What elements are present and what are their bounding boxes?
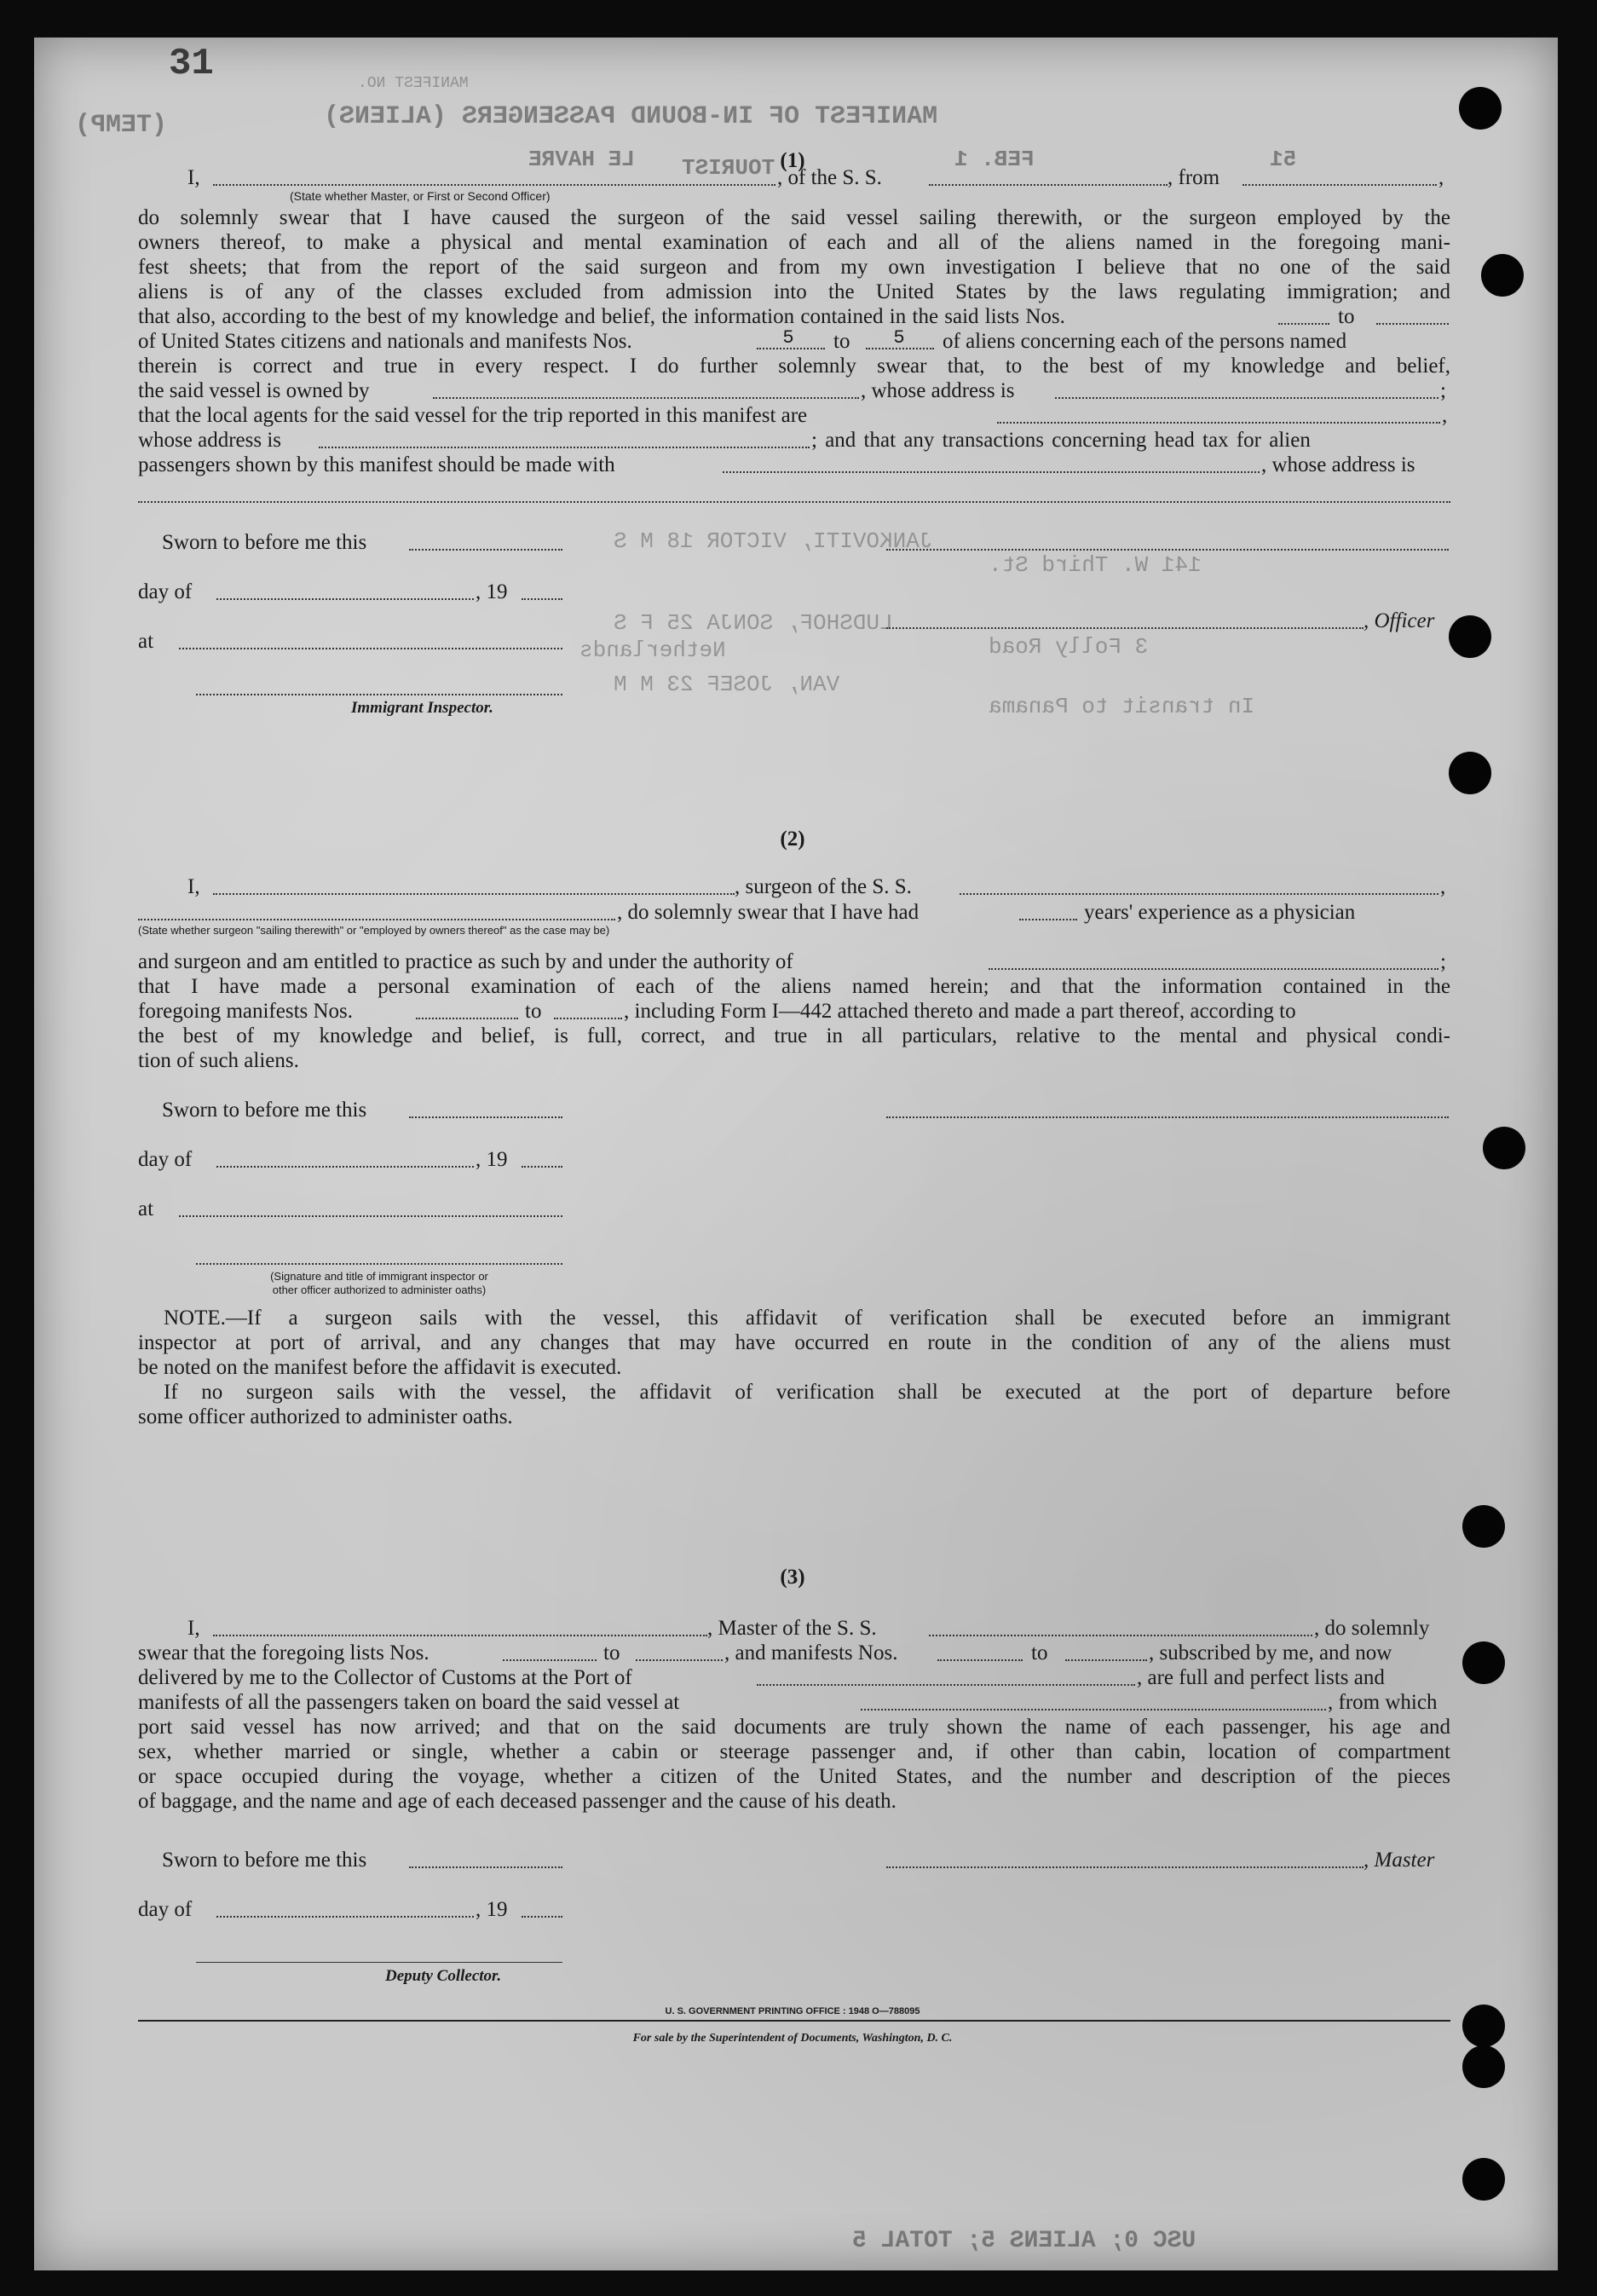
ghost-line1: JANKOVITI, VICTOR 18 M S: [614, 528, 933, 554]
punch-hole: [1462, 2005, 1505, 2047]
s2-note-2: inspector at port of arrival, and any changes that may have occurred en route in the condition of any of the aliens must: [138, 1331, 1450, 1354]
s1-manifests-from-value[interactable]: 5: [782, 327, 794, 349]
s3-manifests-all-label: manifests of all the passengers taken on board the said vessel at: [138, 1691, 680, 1714]
s1-owned-label: the said vessel is owned by: [138, 379, 370, 402]
s1-from-label: , from: [1167, 166, 1220, 189]
printing-office: U. S. GOVERNMENT PRINTING OFFICE : 1948 O—788095: [665, 2006, 920, 2016]
ghost-line7: In transit to Panama: [989, 694, 1255, 719]
for-sale-note: For sale by the Superintendent of Documents, Washington, D. C.: [632, 2032, 953, 2045]
s3-master-of-label: , Master of the S. S.: [707, 1617, 877, 1640]
manifest-page: [34, 37, 1558, 2270]
punch-hole: [1481, 254, 1524, 297]
s3-master-sig-field[interactable]: [886, 1866, 1364, 1868]
s2-manifests-to-field[interactable]: [554, 1018, 622, 1019]
ghost-line2: 141 W. Third St.: [989, 552, 1202, 578]
s2-year-label: , 19: [476, 1148, 508, 1171]
s3-lists-label: swear that the foregoing lists Nos.: [138, 1641, 430, 1664]
s1-inspector-sig-field[interactable]: [196, 694, 562, 695]
s3-manifests-from-field[interactable]: [937, 1659, 1023, 1661]
s3-port-field[interactable]: [757, 1684, 1135, 1686]
s3-master-field[interactable]: [213, 1635, 707, 1636]
ghost-class: TOURIST: [682, 155, 775, 181]
s1-at-label: at: [138, 630, 154, 653]
s3-year-label: , 19: [476, 1898, 508, 1921]
s2-including-label: , including Form I—442 attached thereto and made a part thereof, according to: [624, 1000, 1296, 1023]
s1-i-label: I,: [187, 166, 200, 189]
s2-note-1: NOTE.—If a surgeon sails with the vessel, this affidavit of verification shall be executed before an immigrant: [164, 1307, 1450, 1330]
s3-lists-from-field[interactable]: [503, 1659, 597, 1661]
s2-years-label: years' experience as a physician: [1084, 901, 1356, 924]
ghost-line3: LUDSHOF, SONJA 25 F S: [614, 610, 893, 636]
s1-manifests-to: to: [833, 330, 850, 353]
s3-from-which-label: , from which: [1328, 1691, 1438, 1714]
ghost-line4: 3 Folly Road: [989, 634, 1149, 660]
s2-authority-semicolon: ;: [1440, 950, 1446, 973]
s3-subscribed-label: , subscribed by me, and now: [1149, 1641, 1392, 1664]
s2-surgeon-type-field[interactable]: [138, 919, 615, 920]
s2-i-label: I,: [187, 875, 200, 898]
s1-officer-field[interactable]: [213, 184, 775, 186]
section-1-number: (1): [780, 149, 805, 172]
ghost-port: LE HAVRE: [528, 147, 635, 172]
ghost-temp: (TEMP): [75, 111, 168, 140]
s2-manifests-to: to: [525, 1000, 542, 1023]
s1-at-field[interactable]: [179, 648, 562, 649]
s2-sig-caption-2: other officer authorized to administer oaths): [272, 1284, 487, 1296]
s2-surgeon-of-label: , surgeon of the S. S.: [735, 875, 912, 898]
s2-authority-field[interactable]: [989, 968, 1438, 970]
ghost-line6: VAN, JOSEF 23 M M: [614, 672, 840, 697]
s2-swear-label: , do solemnly swear that I have had: [617, 901, 920, 924]
s1-officer-caption: (State whether Master, or First or Second Officer): [290, 189, 551, 203]
s1-correct-line: therein is correct and true in every respect. I do further solemnly swear that, to the best of my knowledge and belief,: [138, 355, 1450, 378]
page-number: 31: [169, 43, 214, 85]
s2-sworn-label: Sworn to before me this: [162, 1099, 367, 1122]
s1-lists-label: that also, according to the best of my knowledge and belief, the information contained in the said lists Nos.: [138, 305, 1065, 328]
s1-day-field[interactable]: [216, 598, 474, 600]
s1-head-tax-field[interactable]: [723, 471, 1260, 473]
punch-hole: [1462, 2158, 1505, 2201]
s3-para-2: sex, whether married or single, whether a cabin or steerage passenger and, if other than cabin, location of compartment: [138, 1740, 1450, 1763]
s1-lists-to: to: [1338, 305, 1355, 328]
s1-year-field[interactable]: [522, 598, 562, 600]
s1-officer-label: , Officer: [1364, 609, 1435, 632]
s1-para-line-1: do solemnly swear that I have caused the surgeon of the said vessel sailing therewith, or the surgeon employed by the: [138, 206, 1450, 229]
s1-of-ss-label: , of the S. S.: [777, 166, 882, 189]
s2-comma: ,: [1440, 875, 1446, 898]
s2-surgeon-field[interactable]: [213, 893, 735, 895]
ghost-title: MANIFEST OF IN-BOUND PASSENGERS (ALIENS): [324, 102, 938, 131]
s2-year-field[interactable]: [522, 1166, 562, 1168]
s2-at-label: at: [138, 1197, 154, 1220]
s3-para-1: port said vessel has now arrived; and that on the said documents are truly shown the name of each passenger, his age and: [138, 1716, 1450, 1739]
s2-note-3: be noted on the manifest before the affidavit is executed.: [138, 1356, 622, 1379]
s3-vessel-field[interactable]: [929, 1635, 1312, 1636]
punch-hole: [1459, 87, 1502, 130]
s2-at-field[interactable]: [179, 1215, 562, 1217]
s2-note2-2: some officer authorized to administer oaths.: [138, 1405, 513, 1428]
s2-authority-label: and surgeon and am entitled to practice as such by and under the authority of: [138, 950, 793, 973]
s2-para-d: tion of such aliens.: [138, 1049, 299, 1072]
s2-vessel-field[interactable]: [960, 893, 1438, 895]
s3-para-3: or space occupied during the voyage, whether a citizen of the United States, and the number and description of the pieces: [138, 1765, 1450, 1788]
s3-manifests-to-field[interactable]: [1065, 1659, 1147, 1661]
s1-para-line-4: aliens is of any of the classes excluded from admission into the United States by the laws regulating immigration; and: [138, 280, 1450, 303]
s1-owner-address-label: , whose address is: [861, 379, 1015, 402]
s3-collector-sig-field[interactable]: [196, 1962, 562, 1963]
s1-owner-field[interactable]: [433, 397, 859, 399]
ghost-date: FEB. 1: [954, 147, 1035, 172]
s3-manifests-to: to: [1031, 1641, 1048, 1664]
s2-sig-caption-1: (Signature and title of immigrant inspector or: [270, 1270, 488, 1283]
s1-agents-field[interactable]: [997, 422, 1440, 424]
s3-delivered-label: delivered by me to the Collector of Customs at the Port of: [138, 1666, 632, 1689]
s2-officer-sig-field[interactable]: [886, 1116, 1449, 1118]
s3-day-label: day of: [138, 1898, 193, 1921]
s1-sworn-field[interactable]: [409, 549, 562, 551]
s3-solemnly-label: , do solemnly: [1314, 1617, 1430, 1640]
ghost-manifest-no: MANIFEST NO.: [358, 75, 469, 92]
s2-years-field[interactable]: [1019, 919, 1077, 920]
ghost-footer: USC 0; ALIENS 5; TOTAL 5: [852, 2228, 1196, 2254]
punch-hole: [1449, 615, 1491, 658]
punch-hole: [1483, 1127, 1525, 1169]
s1-agents-label: that the local agents for the said vessel for the trip reported in this manifest are: [138, 404, 808, 427]
s3-day-field[interactable]: [216, 1916, 474, 1918]
s3-master-label: , Master: [1364, 1849, 1435, 1872]
s1-sworn-label: Sworn to before me this: [162, 531, 367, 554]
s1-owner-semicolon: ;: [1440, 379, 1446, 402]
punch-hole: [1462, 1505, 1505, 1548]
s1-manifests-label: of United States citizens and nationals and manifests Nos.: [138, 330, 632, 353]
s1-officer-sig-field[interactable]: [886, 627, 1364, 629]
punch-hole: [1449, 752, 1491, 794]
footer-rule: [138, 2020, 1450, 2022]
s1-day-label: day of: [138, 580, 193, 603]
s1-passengers-address-field[interactable]: [138, 501, 1450, 503]
s1-year-label: , 19: [476, 580, 508, 603]
punch-hole: [1462, 2045, 1505, 2088]
s3-lists-to: to: [603, 1641, 620, 1664]
s1-owner-address-field[interactable]: [1055, 397, 1438, 399]
s1-head-tax-label: ; and that any transactions concerning head tax for alien: [811, 429, 1311, 452]
s3-boarded-at-field[interactable]: [861, 1709, 1326, 1710]
s1-manifests-to-value[interactable]: 5: [893, 327, 905, 349]
s1-from-comma: ,: [1438, 166, 1444, 189]
s2-day-field[interactable]: [216, 1166, 474, 1168]
s2-note2-1: If no surgeon sails with the vessel, the affidavit of verification shall be executed at the port of departure before: [164, 1381, 1450, 1404]
s2-manifests-from-field[interactable]: [416, 1018, 518, 1019]
section-2-number: (2): [780, 828, 805, 851]
s3-manifests-label: , and manifests Nos.: [724, 1641, 898, 1664]
s3-para-4: of baggage, and the name and age of each deceased passenger and the cause of his death.: [138, 1790, 897, 1813]
s1-inspector-label: Immigrant Inspector.: [351, 699, 493, 717]
s1-officer-sig-top[interactable]: [886, 549, 1449, 551]
ghost-year: 51: [1270, 147, 1297, 172]
ghost-line5: Netherlands: [579, 637, 726, 663]
s1-passengers-address-label: , whose address is: [1261, 453, 1415, 476]
s1-passengers-label: passengers shown by this manifest should be made with: [138, 453, 615, 476]
s2-para-a: that I have made a personal examination of each of the aliens named herein; and that the information contained in the: [138, 975, 1450, 998]
s2-inspector-sig-field[interactable]: [196, 1263, 562, 1265]
s1-vessel-field[interactable]: [929, 184, 1167, 186]
s3-sworn-field[interactable]: [409, 1866, 562, 1868]
s3-lists-to-field[interactable]: [636, 1659, 723, 1661]
s2-para-c: the best of my knowledge and belief, is full, correct, and true in all particulars, relative to the mental and physical condi-: [138, 1024, 1450, 1047]
punch-hole: [1462, 1641, 1505, 1684]
s1-from-field[interactable]: [1242, 184, 1437, 186]
s1-agents-comma: ,: [1442, 404, 1448, 427]
s1-para-line-3: fest sheets; that from the report of the said surgeon and from my own investigation I believe that no one of the said: [138, 256, 1450, 279]
s3-i-label: I,: [187, 1617, 200, 1640]
s1-lists-to-field[interactable]: [1376, 323, 1449, 325]
s2-sworn-field[interactable]: [409, 1116, 562, 1118]
s3-full-perfect-label: , are full and perfect lists and: [1137, 1666, 1385, 1689]
s3-deputy-label: Deputy Collector.: [385, 1967, 502, 1985]
s1-lists-from-field[interactable]: [1278, 323, 1329, 325]
s1-para-line-2: owners thereof, to make a physical and mental examination of each and all of the aliens named in the foregoing mani-: [138, 231, 1450, 254]
s2-day-label: day of: [138, 1148, 193, 1171]
s1-whose-address-label: whose address is: [138, 429, 282, 452]
s2-surgeon-caption: (State whether surgeon "sailing therewith" or "employed by owners thereof" as the case may be): [138, 924, 610, 937]
s1-aliens-label: of aliens concerning each of the persons named: [943, 330, 1347, 353]
s3-year-field[interactable]: [522, 1916, 562, 1918]
s2-manifests-label: foregoing manifests Nos.: [138, 1000, 354, 1023]
section-3-number: (3): [780, 1566, 805, 1589]
s3-sworn-label: Sworn to before me this: [162, 1849, 367, 1872]
s1-agents-address-field[interactable]: [319, 447, 810, 448]
